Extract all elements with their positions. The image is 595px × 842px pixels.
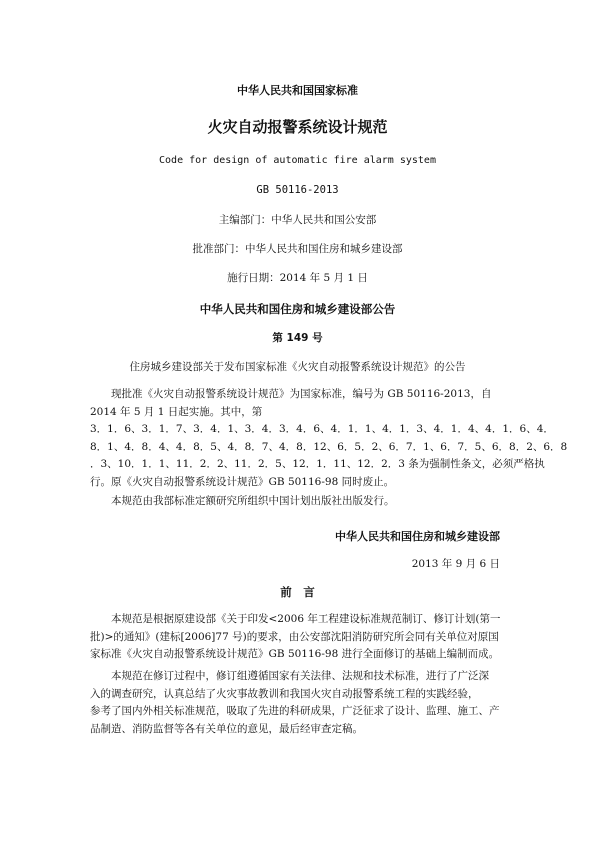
text-line: ．3、10．1．1、11．2．2、11．2．5、12．1．11、12．2．3 条为强制性条文，必须严格执 (90, 458, 545, 470)
english-title: Code for design of automatic fire alarm system (159, 155, 436, 166)
notice-heading: 中华人民共和国住房和城乡建设部公告 (199, 302, 396, 316)
text-line: 现批准《火灾自动报警系统设计规范》为国家标准，编号为 GB 50116-2013，自 (111, 388, 492, 400)
standard-header: 中华人民共和国国家标准 (237, 84, 358, 97)
effective-date: 施行日期：2014 年 5 月 1 日 (227, 272, 368, 284)
notice-date: 2013 年 9 月 6 日 (411, 558, 500, 570)
text-line: 本规范在修订过程中，修订组遵循国家有关法律、法规和技术标准，进行了广泛深 (111, 670, 489, 682)
notice-paragraph-2: 本规范由我部标准定额研究所组织中国计划出版社出版发行。 (111, 495, 395, 507)
text-line: 入的调查研究，认真总结了火灾事故教训和我国火灾自动报警系统工程的实践经验， (90, 687, 479, 700)
editor-department: 主编部门：中华人民共和国公安部 (218, 214, 377, 226)
text-line: 批)>的通知》(建标[2006]77 号)的要求，由公安部沈阳消防研究所会同有关单位对原国 (90, 630, 499, 643)
preface-paragraph-1 (90, 611, 500, 664)
text-line: 参考了国内外相关标准规范，吸取了先进的科研成果，广泛征求了设计、监理、施工、产 (90, 705, 500, 717)
standard-code: GB 50116-2013 (256, 184, 339, 196)
text-line: 行。原《火灾自动报警系统设计规范》GB 50116-98 同时废止。 (90, 475, 395, 488)
text-line: 2014 年 5 月 1 日起实施。其中，第 (90, 405, 263, 418)
text-line: 家标准《火灾自动报警系统设计规范》GB 50116-98 进行全面修订的基础上编制而成。 (90, 648, 500, 660)
approval-department: 批准部门：中华人民共和国住房和城乡建设部 (192, 243, 403, 255)
document-title: 火灾自动报警系统设计规范 (207, 118, 388, 136)
notice-number: 第 149 号 (272, 332, 323, 344)
text-line: 本规范是根据原建设部《关于印发<2006 年工程建设标准规范制订、修订计划(第一 (111, 613, 501, 625)
preface-paragraph-2 (90, 668, 500, 738)
text-line: 3．1．6、3．1．7、3．4．1、3．4．3．4．6、4．1．1、4．1．3、4．1．4、4．1．6、4． (90, 423, 554, 435)
preface-heading: 前 言 (280, 585, 315, 599)
notice-paragraph-1 (90, 386, 567, 491)
text-line: 品制造、消防监督等各有关单位的意见，最后经审查定稿。 (90, 722, 363, 735)
notice-subject: 住房城乡建设部关于发布国家标准《火灾自动报警系统设计规范》的公告 (129, 361, 466, 373)
notice-signature: 中华人民共和国住房和城乡建设部 (335, 530, 500, 543)
text-line: 8．1、4．8．4、4．8．5、4．8．7、4．8．12、6．5．2、6．7．1、6．7．5、6．8．2、6．8 (90, 440, 568, 453)
